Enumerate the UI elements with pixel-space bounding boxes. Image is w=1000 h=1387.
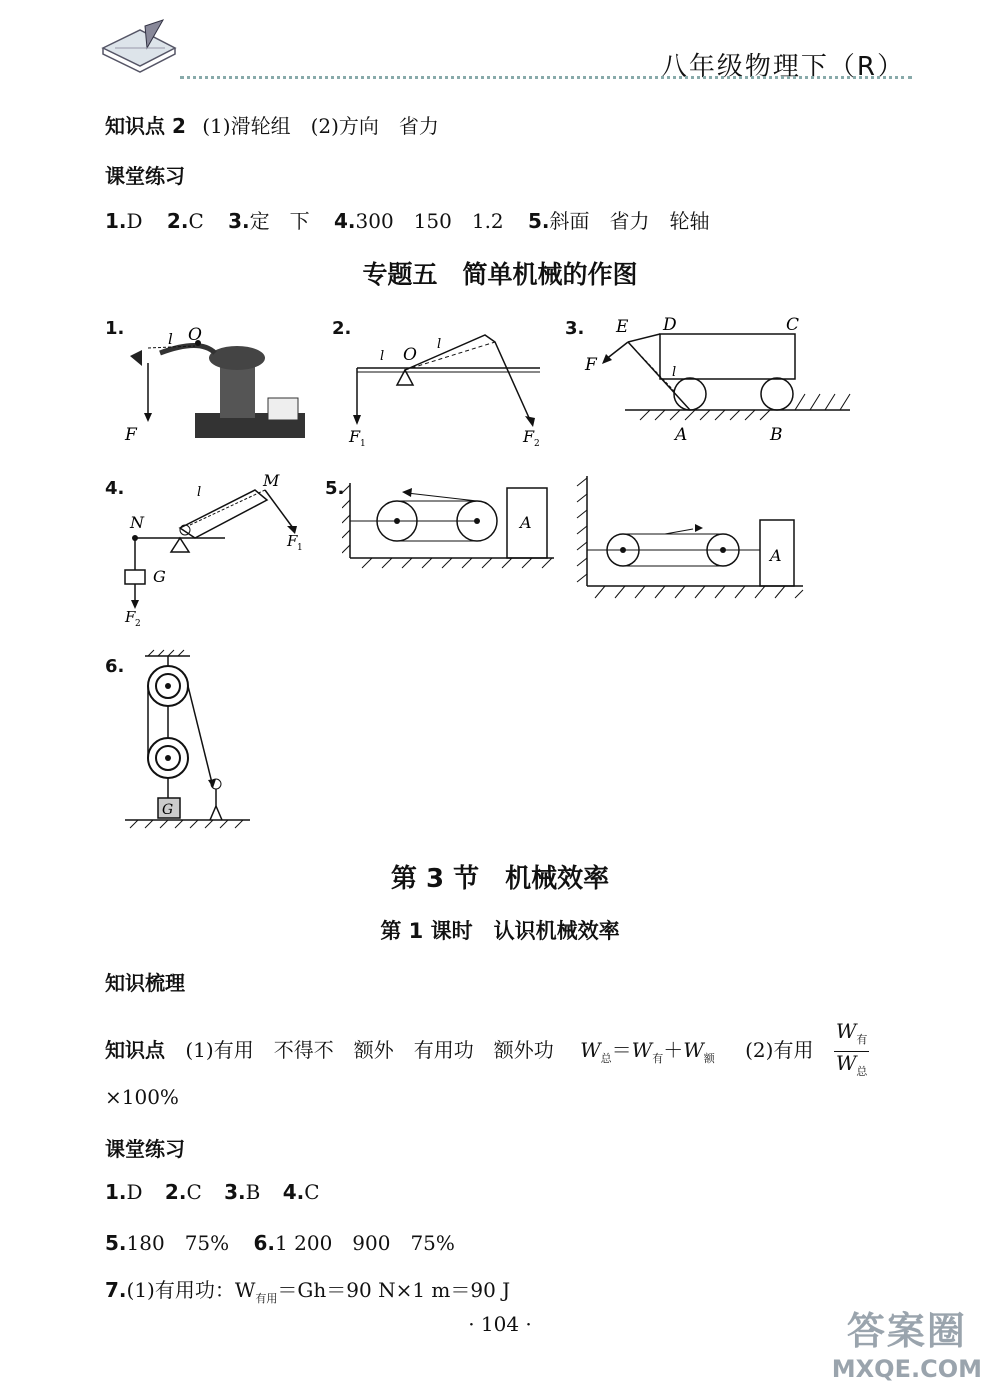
formula-w-total: W (580, 1038, 601, 1062)
formula-plus: ＋ (663, 1038, 684, 1062)
diagram-2-o-label: O (403, 345, 417, 365)
kp2-line (105, 110, 439, 139)
kp-percent: ×100% (105, 1085, 179, 1109)
watermark-top: 答案圈 (846, 1309, 967, 1353)
book-pen-logo-icon (95, 18, 185, 82)
diagram-3-d-label: D (663, 315, 677, 335)
diagram-2-lever (345, 330, 555, 454)
a2-q6-number: 6. (253, 1231, 276, 1255)
diagram-2-l2-label: l (437, 337, 442, 352)
a2-q2-number: 2. (164, 1180, 187, 1204)
diagram-6-g-label: G (162, 802, 174, 818)
formula-sub-total: 总 (600, 1052, 612, 1065)
diagram-6-number: 6. (105, 656, 125, 677)
answers-2-line-3 (105, 1274, 510, 1306)
diagram-1-f-label: F (125, 425, 137, 445)
diagram-4-f2-sub: 2 (135, 619, 141, 629)
diagram-4-f1-label: F (287, 532, 298, 550)
frac-bot-w: W (835, 1051, 857, 1075)
a2-q1-number: 1. (105, 1180, 127, 1204)
diagram-2-f2-sub: 2 (534, 439, 540, 449)
watermark (832, 1300, 982, 1383)
diagram-5-pulley-a (342, 478, 557, 574)
header-divider (180, 76, 912, 79)
a2-q6-answer: 1 200 900 75% (275, 1231, 455, 1255)
diagram-4-m-label: M (263, 471, 280, 490)
q1-number: 1. (105, 209, 127, 233)
diagram-2-f1-sub: 1 (360, 439, 366, 449)
kp-part2: (2)有用 (745, 1038, 814, 1062)
a2-q7-answer: (1)有用功：W (126, 1278, 256, 1302)
diagram-3-f-label: F (585, 355, 597, 375)
diagram-4-f1-sub: 1 (297, 543, 303, 553)
answers-2-line-1 (105, 1180, 320, 1204)
diagram-4-number: 4. (105, 478, 125, 499)
frac-top-sub: 有 (856, 1033, 868, 1046)
diagram-3-e-label: E (616, 317, 629, 337)
efficiency-fraction (834, 1020, 870, 1083)
kp-label: 知识点 (105, 1038, 165, 1062)
knowledge-summary-label: 知识梳理 (105, 971, 185, 995)
diagram-5b-a-label: A (770, 546, 782, 565)
q1-answer: D (126, 209, 143, 233)
section3-title: 第 3 节 机械效率 (390, 864, 610, 894)
diagram-6-pulley-system (120, 648, 255, 837)
kp2-text: (1)滑轮组 (2)方向 省力 (202, 114, 439, 138)
q2-number: 2. (166, 209, 189, 233)
a2-q7-rest: ＝Gh＝90 N×1 m＝90 J (277, 1278, 511, 1302)
kp-text: (1)有用 不得不 额外 有用功 额外功 (185, 1038, 554, 1062)
diagram-2-number: 2. (332, 318, 352, 339)
topic5-title: 专题五 简单机械的作图 (362, 260, 638, 289)
diagram-3-l-label: l (672, 365, 677, 380)
diagram-4-lever (115, 470, 315, 634)
class-practice-label-1: 课堂练习 (105, 164, 185, 188)
diagram-3-c-label: C (786, 315, 800, 335)
diagram-1-o-label: O (188, 325, 202, 345)
kp2-label: 知识点 2 (105, 114, 186, 138)
formula-w-extra: W (683, 1038, 704, 1062)
q5-answer: 斜面 省力 轮轴 (549, 209, 710, 233)
a2-q2-answer: C (186, 1180, 202, 1204)
a2-q7-sub: 有用 (255, 1292, 278, 1305)
diagram-3-number: 3. (565, 318, 585, 339)
q5-number: 5. (528, 209, 550, 233)
diagram-4-f2-label: F (125, 608, 136, 626)
formula-eq: ＝ (611, 1038, 632, 1062)
formula-sub-useful: 有 (652, 1052, 664, 1065)
kp-line (105, 1020, 869, 1083)
lesson1-title: 第 1 课时 认识机械效率 (380, 919, 620, 943)
diagram-1-number: 1. (105, 318, 125, 339)
q4-answer: 300 150 1.2 (355, 209, 504, 233)
diagram-5a-a-label: A (520, 513, 532, 532)
diagram-3-cart (580, 312, 860, 451)
q3-answer: 定 下 (249, 209, 310, 233)
diagram-2-f1-label: F (349, 427, 361, 446)
diagram-1-pump (120, 318, 315, 450)
header-title: 八年级物理下（R） (660, 52, 905, 82)
diagram-5-number: 5. (325, 478, 345, 499)
diagram-4-g-label: G (153, 567, 166, 586)
q2-answer: C (188, 209, 204, 233)
a2-q5-number: 5. (105, 1231, 127, 1255)
diagram-4-l1-label: l (197, 485, 202, 500)
a2-q3-answer: B (245, 1180, 261, 1204)
answers-2-line-2 (105, 1227, 455, 1256)
a2-q1-answer: D (126, 1180, 143, 1204)
diagram-1-l-label: l (168, 330, 173, 348)
a2-q4-answer: C (304, 1180, 320, 1204)
diagram-3-a-label: A (675, 425, 688, 445)
class-practice-label-2: 课堂练习 (105, 1137, 185, 1161)
formula-w-useful: W (631, 1038, 653, 1062)
page-number: · 104 · (468, 1312, 532, 1336)
diagram-2-f2-label: F (523, 427, 535, 446)
q4-number: 4. (333, 209, 356, 233)
diagram-2-l1-label: l (380, 349, 385, 364)
a2-q4-number: 4. (282, 1180, 305, 1204)
answers-1-line (105, 205, 710, 234)
pump-body (220, 363, 255, 418)
a2-q3-number: 3. (224, 1180, 246, 1204)
watermark-bottom: MXQE.COM (831, 1355, 982, 1383)
formula-sub-extra: 额 (703, 1052, 715, 1065)
diagram-4-n-label: N (130, 513, 144, 532)
a2-q7-number: 7. (105, 1278, 127, 1302)
frac-top-w: W (835, 1019, 857, 1043)
diagram-3-b-label: B (770, 425, 783, 445)
frac-bot-sub: 总 (856, 1065, 868, 1078)
a2-q5-answer: 180 75% (126, 1231, 230, 1255)
q3-number: 3. (228, 209, 250, 233)
diagram-5-pulley-b (575, 474, 805, 606)
